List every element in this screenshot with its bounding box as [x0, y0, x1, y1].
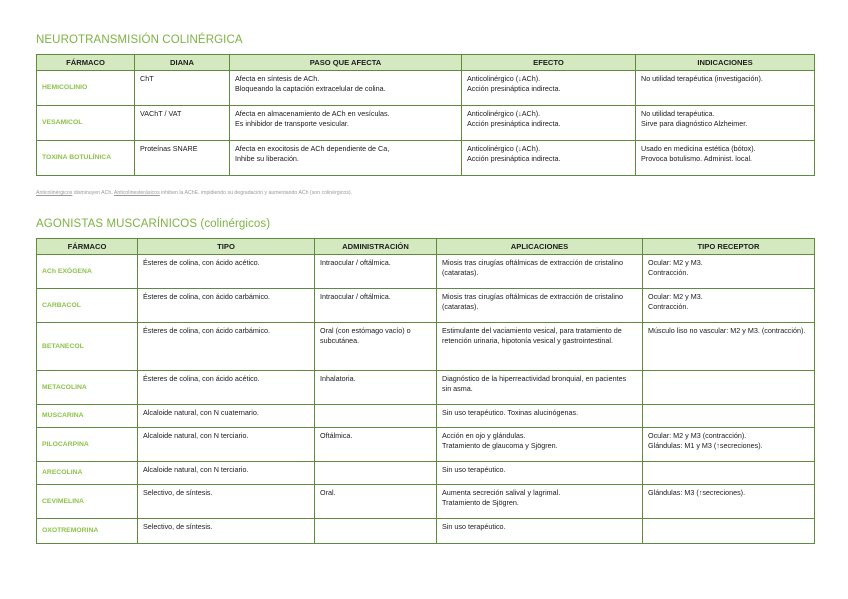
efecto-cell	[462, 71, 636, 106]
paso-cell-line: Bloqueando la captación extracelular de colina.	[235, 84, 386, 93]
farmaco-cell: CEVIMELINA	[37, 485, 138, 519]
administracion-cell-line: Intraocular / oftálmica.	[320, 292, 391, 301]
receptor-cell	[643, 255, 815, 289]
receptor-cell	[643, 289, 815, 323]
receptor-cell	[643, 485, 815, 519]
aplicaciones-cell	[437, 405, 643, 428]
efecto-cell-line: Acción presináptica indirecta.	[467, 119, 561, 128]
administracion-cell-line: Oral.	[320, 488, 336, 497]
paso-cell-line: Afecta en síntesis de ACh.	[235, 74, 320, 83]
aplicaciones-cell-line: Diagnóstico de la hiperreactividad bronquial, en pacientes sin asma.	[442, 374, 627, 393]
receptor-cell-line: Glándulas: M3 (↑secreciones).	[648, 488, 746, 497]
administracion-cell	[315, 289, 437, 323]
tipo-cell: Selectivo, de síntesis.	[138, 485, 315, 519]
aplicaciones-cell	[437, 519, 643, 544]
footnote-term-anticolinergicos: Anticolinérgicos	[36, 190, 73, 196]
footnote-text-2: inhiben la AChE, impidiendo su degradación y aumentando ACh (son colinérgicos).	[159, 190, 353, 196]
farmaco-cell: ARECOLINA	[37, 462, 138, 485]
table-row	[37, 106, 815, 141]
header-tipo-receptor: TIPO RECEPTOR	[643, 239, 815, 255]
receptor-cell-line: Ocular: M2 y M3 (contracción).	[648, 431, 747, 440]
aplicaciones-cell-line: Miosis tras cirugías oftálmicas de extracción de cristalino (cataratas).	[442, 292, 623, 311]
aplicaciones-cell-line: Miosis tras cirugías oftálmicas de extracción de cristalino (cataratas).	[442, 258, 623, 277]
header-diana: DIANA	[135, 55, 230, 71]
receptor-cell	[643, 428, 815, 462]
administracion-cell	[315, 255, 437, 289]
efecto-cell-line: Acción presináptica indirecta.	[467, 84, 561, 93]
administracion-cell	[315, 428, 437, 462]
section-title-neurotransmision: NEUROTRANSMISIÓN COLINÉRGICA	[36, 34, 243, 46]
receptor-cell	[643, 519, 815, 544]
efecto-cell-line: Acción presináptica indirecta.	[467, 154, 561, 163]
tipo-cell: Ésteres de colina, con ácido carbámico.	[138, 323, 315, 371]
paso-cell	[230, 106, 462, 141]
aplicaciones-cell	[437, 485, 643, 519]
receptor-cell	[643, 462, 815, 485]
farmaco-cell: ACh EXÓGENA	[37, 255, 138, 289]
aplicaciones-cell	[437, 323, 643, 371]
indicaciones-cell-line: No utilidad terapéutica.	[641, 109, 715, 118]
administracion-cell	[315, 323, 437, 371]
header-farmaco: FÁRMACO	[37, 239, 138, 255]
header-paso: PASO QUE AFECTA	[230, 55, 462, 71]
header-tipo: TIPO	[138, 239, 315, 255]
header-administracion: ADMINISTRACIÓN	[315, 239, 437, 255]
aplicaciones-cell-line: Tratamiento de glaucoma y Sjögren.	[442, 441, 558, 450]
header-indicaciones: INDICACIONES	[636, 55, 815, 71]
aplicaciones-cell-line: Estimulante del vaciamiento vesical, para tratamiento de retención urinaria, hipotonía vesical y gastrointestinal.	[442, 326, 622, 345]
header-farmaco: FÁRMACO	[37, 55, 135, 71]
table-row	[37, 323, 815, 371]
farmaco-cell: PILOCARPINA	[37, 428, 138, 462]
farmaco-cell: OXOTREMORINA	[37, 519, 138, 544]
aplicaciones-cell	[437, 255, 643, 289]
administracion-cell-line: Intraocular / oftálmica.	[320, 258, 391, 267]
table-row	[37, 289, 815, 323]
footnote	[36, 190, 352, 196]
aplicaciones-cell	[437, 428, 643, 462]
agonistas-table	[36, 238, 815, 544]
tipo-cell: Ésteres de colina, con ácido carbámico.	[138, 289, 315, 323]
tipo-cell: Alcaloide natural, con N terciario.	[138, 428, 315, 462]
administracion-cell	[315, 519, 437, 544]
farmaco-cell: METACOLINA	[37, 371, 138, 405]
indicaciones-cell-line: Sirve para diagnóstico Alzheimer.	[641, 119, 748, 128]
receptor-cell	[643, 405, 815, 428]
neurotransmision-table	[36, 54, 815, 176]
aplicaciones-cell	[437, 462, 643, 485]
efecto-cell	[462, 106, 636, 141]
aplicaciones-cell-line: Sin uso terapéutico.	[442, 522, 506, 531]
indicaciones-cell	[636, 71, 815, 106]
footnote-term-anticolinesterasicos: Anticolinesterásicos	[113, 190, 160, 196]
administracion-cell	[315, 485, 437, 519]
farmaco-cell: BETANECOL	[37, 323, 138, 371]
diana-cell: Proteínas SNARE	[135, 141, 230, 176]
farmaco-cell: MUSCARINA	[37, 405, 138, 428]
administracion-cell-line: Inhalatoria.	[320, 374, 356, 383]
table-row	[37, 371, 815, 405]
administracion-cell-line: Oral (con estómago vacío) o subcutánea.	[320, 326, 411, 345]
aplicaciones-cell-line: Aumenta secreción salival y lagrimal.	[442, 488, 561, 497]
farmaco-cell: CARBACOL	[37, 289, 138, 323]
indicaciones-cell	[636, 141, 815, 176]
tipo-cell: Alcaloide natural, con N terciario.	[138, 462, 315, 485]
table-header-row	[37, 55, 815, 71]
header-aplicaciones: APLICACIONES	[437, 239, 643, 255]
table-row	[37, 141, 815, 176]
indicaciones-cell	[636, 106, 815, 141]
paso-cell-line: Afecta en exocitosis de ACh dependiente de Ca,	[235, 144, 390, 153]
receptor-cell	[643, 371, 815, 405]
paso-cell-line: Afecta en almacenamiento de ACh en vesículas.	[235, 109, 390, 118]
table-row	[37, 485, 815, 519]
receptor-cell-line: Contracción.	[648, 302, 689, 311]
table-row	[37, 405, 815, 428]
paso-cell-line: Es inhibidor de transporte vesicular.	[235, 119, 349, 128]
receptor-cell-line: Contracción.	[648, 268, 689, 277]
aplicaciones-cell-line: Acción en ojo y glándulas.	[442, 431, 526, 440]
farmaco-cell: TOXINA BOTULÍNICA	[37, 141, 135, 176]
administracion-cell-line: Oftálmica.	[320, 431, 353, 440]
diana-cell: VAChT / VAT	[135, 106, 230, 141]
indicaciones-cell-line: Usado en medicina estética (bótox).	[641, 144, 756, 153]
aplicaciones-cell-line: Sin uso terapéutico. Toxinas alucinógenas.	[442, 408, 579, 417]
aplicaciones-cell	[437, 289, 643, 323]
receptor-cell-line: Músculo liso no vascular: M2 y M3. (contracción).	[648, 326, 806, 335]
tipo-cell: Ésteres de colina, con ácido acético.	[138, 371, 315, 405]
efecto-cell-line: Anticolinérgico (↓ACh).	[467, 144, 541, 153]
tipo-cell: Selectivo, de síntesis.	[138, 519, 315, 544]
table-row	[37, 462, 815, 485]
farmaco-cell: HEMICOLINIO	[37, 71, 135, 106]
table-row	[37, 71, 815, 106]
administracion-cell	[315, 462, 437, 485]
table-header-row	[37, 239, 815, 255]
indicaciones-cell-line: Provoca botulismo. Administ. local.	[641, 154, 753, 163]
tipo-cell: Alcaloide natural, con N cuaternario.	[138, 405, 315, 428]
indicaciones-cell-line: No utilidad terapéutica (investigación).	[641, 74, 763, 83]
farmaco-cell: VESAMICOL	[37, 106, 135, 141]
administracion-cell	[315, 371, 437, 405]
paso-cell	[230, 71, 462, 106]
receptor-cell-line: Ocular: M2 y M3.	[648, 292, 703, 301]
aplicaciones-cell-line: Tratamiento de Sjögren.	[442, 498, 519, 507]
section-title-agonistas: AGONISTAS MUSCARÍNICOS (colinérgicos)	[36, 218, 271, 230]
table-row	[37, 428, 815, 462]
tipo-cell: Ésteres de colina, con ácido acético.	[138, 255, 315, 289]
receptor-cell-line: Ocular: M2 y M3.	[648, 258, 703, 267]
efecto-cell-line: Anticolinérgico (↓ACh).	[467, 109, 541, 118]
receptor-cell-line: Glándulas: M1 y M3 (↑secreciones).	[648, 441, 763, 450]
paso-cell-line: Inhibe su liberación.	[235, 154, 299, 163]
administracion-cell	[315, 405, 437, 428]
efecto-cell-line: Anticolinérgico (↓ACh).	[467, 74, 541, 83]
footnote-text-1: disminuyen ACh.	[72, 190, 114, 196]
table-row	[37, 519, 815, 544]
receptor-cell	[643, 323, 815, 371]
efecto-cell	[462, 141, 636, 176]
aplicaciones-cell-line: Sin uso terapéutico.	[442, 465, 506, 474]
paso-cell	[230, 141, 462, 176]
header-efecto: EFECTO	[462, 55, 636, 71]
table-row	[37, 255, 815, 289]
aplicaciones-cell	[437, 371, 643, 405]
diana-cell: ChT	[135, 71, 230, 106]
